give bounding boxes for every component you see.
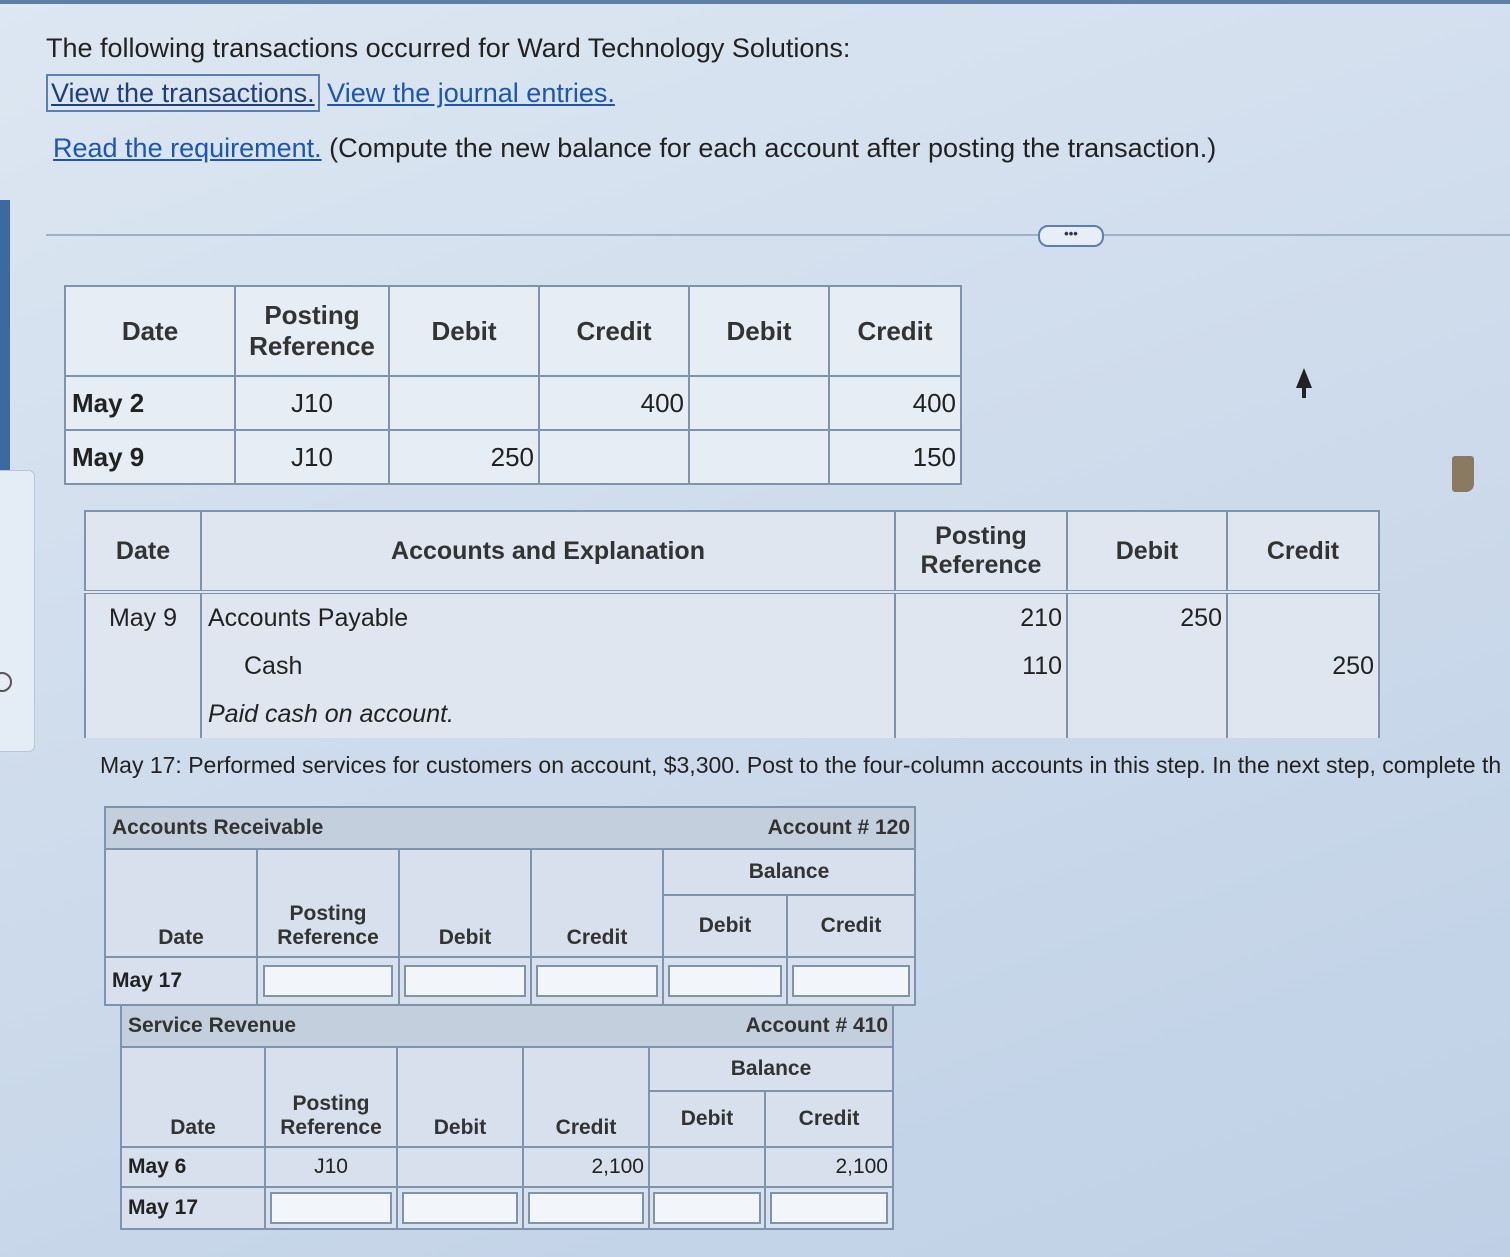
credit-input[interactable] — [528, 1192, 644, 1224]
bal-credit-cell — [787, 957, 915, 1005]
view-transactions-link[interactable]: View the transactions. — [46, 74, 320, 112]
balance-header: Balance — [649, 1047, 893, 1091]
col-date: Date — [65, 286, 235, 376]
journal-credit — [1227, 592, 1379, 642]
account-number: Account # 410 — [649, 1005, 893, 1047]
journal-table — [84, 510, 1380, 738]
cash-ledger-header — [65, 286, 961, 376]
ref-cell — [257, 957, 399, 1005]
account-number: Account # 120 — [663, 807, 915, 849]
left-edge-bar — [0, 200, 10, 470]
posting-reference-input[interactable] — [270, 1192, 392, 1224]
journal-ref: 110 — [895, 642, 1067, 690]
journal-ref: 210 — [895, 592, 1067, 642]
col-balance-credit: Credit — [829, 286, 961, 376]
col-posting-reference: Posting Reference — [257, 849, 399, 957]
requirement-note: (Compute the new balance for each account after posting the transaction.) — [329, 133, 1217, 163]
row-date: May 2 — [65, 376, 235, 430]
col-balance-debit: Debit — [663, 895, 787, 957]
col-debit: Debit — [389, 286, 539, 376]
cash-ledger-table — [64, 285, 962, 485]
row-credit: 2,100 — [523, 1147, 649, 1187]
accounts-receivable-ledger — [104, 806, 916, 1006]
row-ref: J10 — [235, 430, 389, 484]
debit-input[interactable] — [404, 965, 526, 997]
col-balance-credit: Credit — [765, 1091, 893, 1147]
row-credit — [539, 430, 689, 484]
ledger-title-row — [121, 1005, 893, 1047]
journal-date: May 9 — [85, 592, 201, 642]
row-bal-credit: 150 — [829, 430, 961, 484]
row-bal-debit — [689, 430, 829, 484]
col-date: Date — [105, 849, 257, 957]
service-revenue-ledger — [120, 1004, 894, 1230]
row-bal-credit: 2,100 — [765, 1147, 893, 1187]
journal-debit — [1067, 642, 1227, 690]
row-bal-debit — [649, 1147, 765, 1187]
balance-debit-input[interactable] — [668, 965, 782, 997]
balance-credit-input[interactable] — [792, 965, 910, 997]
col-date: Date — [85, 511, 201, 592]
ledger-title: Accounts Receivable — [105, 807, 663, 849]
col-credit: Credit — [531, 849, 663, 957]
col-posting-reference: Posting Reference — [265, 1047, 397, 1147]
debit-cell — [399, 957, 531, 1005]
balance-debit-input[interactable] — [653, 1192, 760, 1224]
col-debit: Debit — [1067, 511, 1227, 592]
left-side-panel — [0, 470, 35, 752]
bal-debit-cell — [663, 957, 787, 1005]
col-balance-debit: Debit — [649, 1091, 765, 1147]
journal-credit: 250 — [1227, 642, 1379, 690]
requirement-row — [53, 133, 1216, 164]
row-debit: 250 — [389, 430, 539, 484]
journal-date — [85, 642, 201, 690]
journal-debit — [1067, 690, 1227, 738]
table-row — [121, 1147, 893, 1187]
row-debit — [389, 376, 539, 430]
col-accounts: Accounts and Explanation — [201, 511, 895, 592]
balance-header-row — [121, 1047, 893, 1091]
posting-reference-input[interactable] — [263, 965, 394, 997]
table-row — [65, 376, 961, 430]
balance-header: Balance — [663, 849, 915, 895]
credit-cell — [523, 1187, 649, 1229]
row-ref: J10 — [235, 376, 389, 430]
ref-cell — [265, 1187, 397, 1229]
credit-cell — [531, 957, 663, 1005]
journal-ref — [895, 690, 1067, 738]
row-date: May 17 — [121, 1187, 265, 1229]
top-bar — [0, 0, 1510, 4]
col-credit: Credit — [523, 1047, 649, 1147]
col-posting-reference: Posting Reference — [235, 286, 389, 376]
clip-icon — [1452, 456, 1474, 492]
balance-credit-input[interactable] — [770, 1192, 888, 1224]
ledger-title: Service Revenue — [121, 1005, 649, 1047]
journal-header — [85, 511, 1379, 592]
row-date: May 9 — [65, 430, 235, 484]
col-posting-reference: Posting Reference — [895, 511, 1067, 592]
debit-input[interactable] — [402, 1192, 518, 1224]
journal-credit — [1227, 690, 1379, 738]
journal-account: Cash — [201, 642, 895, 690]
table-row — [105, 957, 915, 1005]
row-debit — [397, 1147, 523, 1187]
read-requirement-link[interactable]: Read the requirement. — [53, 133, 322, 163]
links-row — [46, 78, 615, 109]
col-debit: Debit — [399, 849, 531, 957]
journal-date — [85, 690, 201, 738]
row-bal-credit: 400 — [829, 376, 961, 430]
more-button[interactable]: ••• — [1038, 225, 1104, 247]
row-date: May 17 — [105, 957, 257, 1005]
col-balance-debit: Debit — [689, 286, 829, 376]
bal-debit-cell — [649, 1187, 765, 1229]
row-date: May 6 — [121, 1147, 265, 1187]
instruction-note: May 17: Performed services for customers on account, $3,300. Post to the four-column accounts in this step. In the next step, complete th — [100, 752, 1502, 778]
row-credit: 400 — [539, 376, 689, 430]
view-journal-entries-link[interactable]: View the journal entries. — [327, 78, 615, 108]
row-bal-debit — [689, 376, 829, 430]
table-row — [85, 642, 1379, 690]
debit-cell — [397, 1187, 523, 1229]
ledger-title-row — [105, 807, 915, 849]
mouse-cursor-stem — [1302, 384, 1306, 398]
row-ref: J10 — [265, 1147, 397, 1187]
col-credit: Credit — [1227, 511, 1379, 592]
table-row — [85, 592, 1379, 642]
separator — [46, 234, 1510, 236]
journal-account: Accounts Payable — [201, 592, 895, 642]
journal-explanation: Paid cash on account. — [201, 690, 895, 738]
intro-text: The following transactions occurred for Ward Technology Solutions: — [46, 33, 851, 63]
col-date: Date — [121, 1047, 265, 1147]
balance-header-row — [105, 849, 915, 895]
table-row — [65, 430, 961, 484]
credit-input[interactable] — [536, 965, 658, 997]
col-debit: Debit — [397, 1047, 523, 1147]
table-row — [85, 690, 1379, 738]
col-balance-credit: Credit — [787, 895, 915, 957]
journal-debit: 250 — [1067, 592, 1227, 642]
col-credit: Credit — [539, 286, 689, 376]
bal-credit-cell — [765, 1187, 893, 1229]
table-row — [121, 1187, 893, 1229]
